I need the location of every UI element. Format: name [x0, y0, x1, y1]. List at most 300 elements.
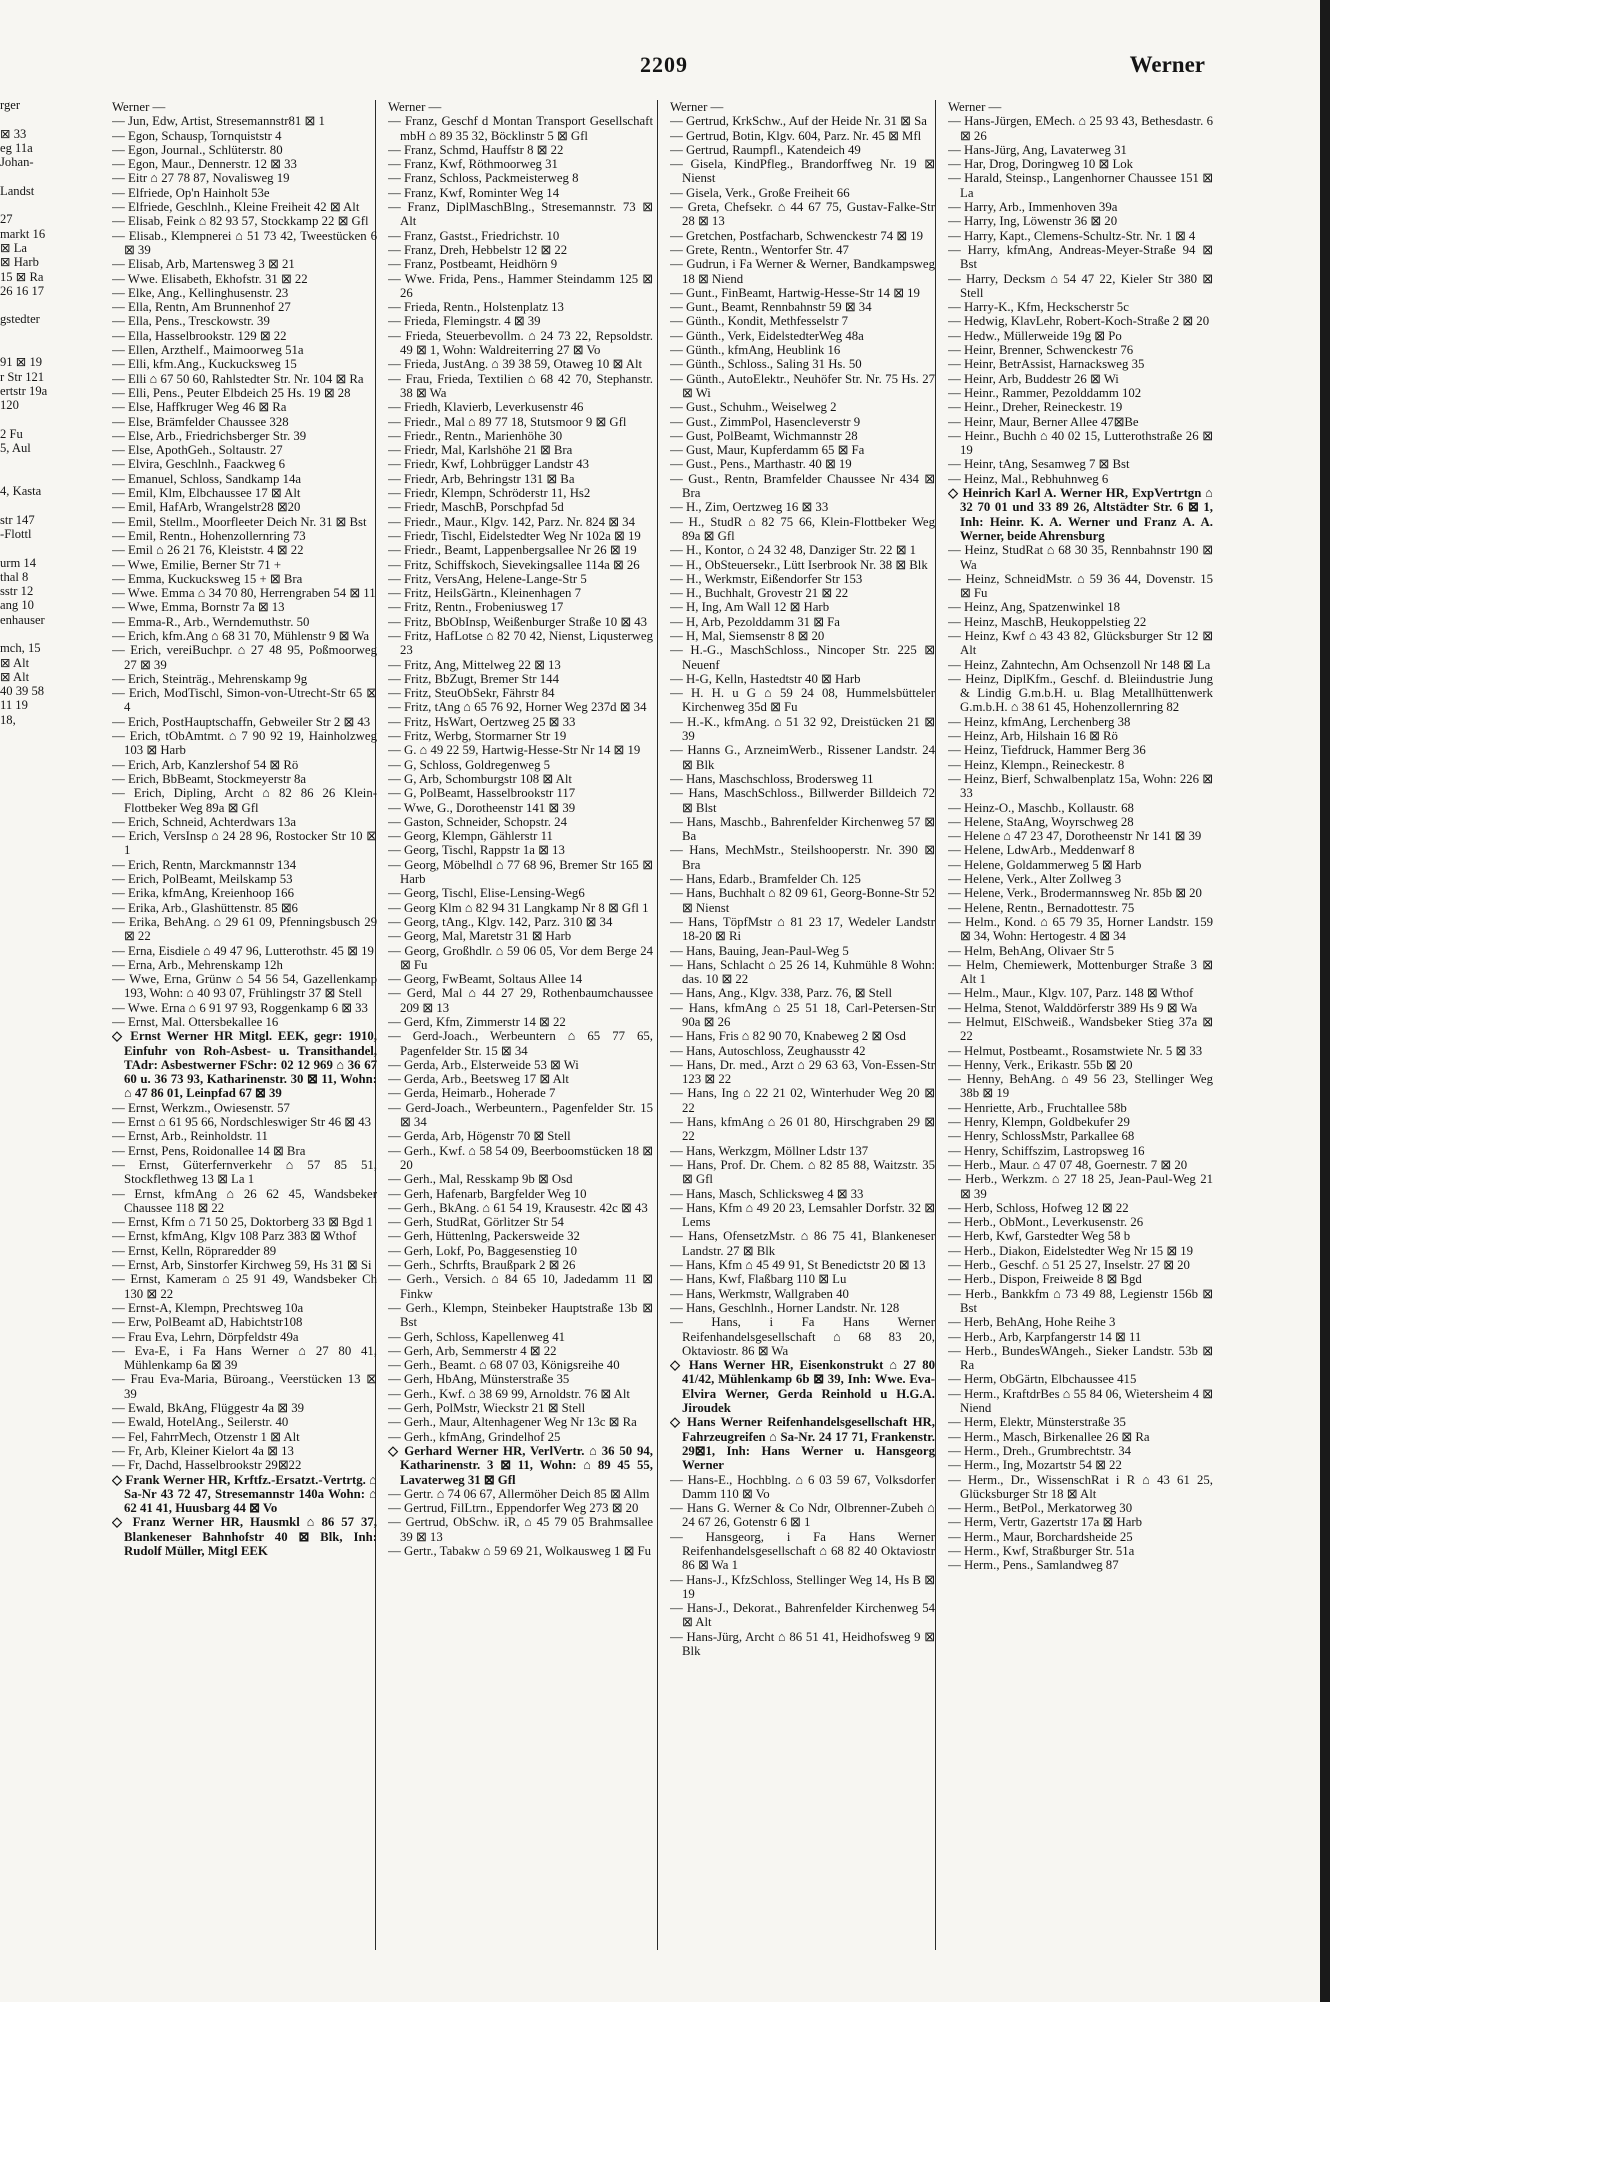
directory-entry: — H., Buchhalt, Grovestr 21 ⊠ 22: [670, 586, 849, 601]
directory-entry: — Hans, Fris ⌂ 82 90 70, Knabeweg 2 ⊠ Osd: [670, 1029, 906, 1044]
directory-entry: — Herb, Schloss, Hofweg 12 ⊠ 22: [948, 1200, 1129, 1215]
cutoff-fragment: ⊠ La: [0, 240, 27, 255]
directory-entry: — Fritz, VersAng, Helene-Lange-Str 5: [388, 571, 587, 586]
directory-entry: — Heinz, Mal., Rebhuhnweg 6: [948, 471, 1109, 486]
directory-entry: — Helene, Goldammerweg 5 ⊠ Harb: [948, 857, 1142, 872]
column-header: Werner —: [112, 100, 166, 114]
directory-entry: — Ellen, Arzthelf., Maimoorweg 51a: [112, 343, 304, 358]
running-head: Werner: [1129, 52, 1205, 77]
directory-entry: — Gust., Pens., Marthastr. 40 ⊠ 19: [670, 457, 852, 472]
directory-entry: — Helmut, ElSchweiß., Wandsbeker Stieg 37a ⊠ 22: [948, 1015, 1213, 1044]
directory-entry: — Fr, Dachd, Hasselbrookstr 29⊠22: [112, 1458, 302, 1473]
directory-entry: — Heinz, SchneidMstr. ⌂ 59 36 44, Dovenstr. 15 ⊠ Fu: [948, 571, 1213, 601]
directory-entry: — Elisab., Klempnerei ⌂ 51 73 42, Tweestücken 6 ⊠ 39: [112, 228, 377, 257]
directory-entry: — Henny, BehAng. ⌂ 49 56 23, Stellinger Weg 38b ⊠ 19: [948, 1072, 1213, 1101]
cutoff-fragment: [0, 112, 48, 126]
directory-entry: — Herm., Dreh., Grumbrechtstr. 34: [948, 1443, 1132, 1458]
directory-entry: — Herm., Ing, Mozartstr 54 ⊠ 22: [948, 1458, 1122, 1473]
directory-entry: — Erika, Arb., Glashüttenstr. 85 ⊠6: [112, 900, 298, 915]
directory-entry: — Gerda, Arb., Elsterweide 53 ⊠ Wi: [388, 1057, 579, 1072]
directory-entry: — H., ObSteuersekr., Lütt Iserbrook Nr. 38 ⊠ Blk: [670, 557, 928, 572]
directory-entry: — Friedr, Mal, Karlshöhe 21 ⊠ Bra: [388, 443, 573, 458]
firm-entry: ◇ Heinrich Karl A. Werner HR, ExpVertrtgn ⌂ 32 70 01 und 33 89 26, Altstädter Str. 6 ⊠ 1, Inh: Heinr. K. A. Werner und Franz A. A. Werner, beide Ahrensburg: [948, 486, 1213, 543]
directory-entry: — Friedr, Kwf, Lohbrügger Landstr 43: [388, 457, 589, 472]
directory-entry: — Hans, kfmAng ⌂ 25 51 18, Carl-Petersen-Str 90a ⊠ 26: [670, 1000, 935, 1029]
directory-entry: — Hans, Schlacht ⌂ 25 26 14, Kuhmühle 8 Wohn: das. 10 ⊠ 22: [670, 957, 935, 987]
directory-entry: — Emil, Klm, Elbchaussee 17 ⊠ Alt: [112, 486, 301, 501]
directory-entry: — Erich, tObAmtmt. ⌂ 7 90 92 19, Hainholzweg 103 ⊠ Harb: [112, 729, 377, 758]
directory-entry: — G, PolBeamt, Hasselbrookstr 117: [388, 786, 576, 801]
directory-entry: — Friedr., Beamt, Lappenbergsallee Nr 26 ⊠ 19: [388, 543, 637, 558]
directory-entry: — Fritz, Schiffskoch, Sievekingsallee 114a ⊠ 26: [388, 557, 640, 572]
directory-entry: — Gerh, Arb, Semmerstr 4 ⊠ 22: [388, 1343, 557, 1358]
directory-entry: — G. ⌂ 49 22 59, Hartwig-Hesse-Str Nr 14 ⊠ 19: [388, 743, 641, 758]
cutoff-fragment: [0, 298, 48, 312]
directory-entry: — Fritz, Werbg, Stormarner Str 19: [388, 729, 567, 744]
directory-entry: — Hans, Edarb., Bramfelder Ch. 125: [670, 872, 861, 887]
directory-entry: — Gerh., Kwf. ⌂ 58 54 09, Beerboomstücken 18 ⊠ 20: [388, 1143, 653, 1172]
cutoff-fragment: [0, 169, 48, 183]
directory-entry: — Gerh, PolMstr, Wieckstr 21 ⊠ Stell: [388, 1401, 586, 1416]
directory-entry: — Heinz, kfmAng, Lerchenberg 38: [948, 714, 1131, 729]
cutoff-fragment: [0, 627, 48, 641]
directory-entry: — Gertrud, KrkSchw., Auf der Heide Nr. 31 ⊠ Sa: [670, 114, 927, 129]
cutoff-fragment: rger: [0, 98, 21, 112]
cutoff-fragment: r Str 121: [0, 369, 45, 384]
directory-entry: — Wwe, Emilie, Berner Str 71 +: [112, 557, 282, 572]
directory-entry: — Hans, Werkmstr, Wallgraben 40: [670, 1286, 849, 1301]
cutoff-fragment: ertstr 19a: [0, 383, 48, 398]
directory-entry: — Elisab, Arb, Martensweg 3 ⊠ 21: [112, 257, 295, 272]
directory-entry: — Ernst, Arb., Reinholdstr. 11: [112, 1129, 268, 1144]
directory-entry: — Günth., Kondit, Methfesselstr 7: [670, 314, 849, 329]
directory-entry: — Fr, Arb, Kleiner Kielort 4a ⊠ 13: [112, 1443, 294, 1458]
directory-entry: — Gerh, HbAng, Münsterstraße 35: [388, 1372, 570, 1387]
directory-entry: — Hans-Jürg, Archt ⌂ 86 51 41, Heidhofsweg 9 ⊠ Blk: [670, 1629, 935, 1659]
directory-entry: — Hans-E., Hochblng. ⌂ 6 03 59 67, Volksdorfer Damm 110 ⊠ Vo: [670, 1472, 935, 1501]
directory-entry: — Ernst, Pens, Roidonallee 14 ⊠ Bra: [112, 1143, 306, 1158]
cutoff-fragment: [0, 341, 48, 355]
directory-entry: — Harald, Steinsp., Langenhorner Chaussee 151 ⊠ La: [948, 171, 1213, 200]
directory-entry: — Georg, Tischl, Rappstr 1a ⊠ 13: [388, 843, 565, 858]
directory-entry: — Ewald, BkAng, Flüggestr 4a ⊠ 39: [112, 1401, 304, 1416]
directory-entry: — Georg, Klempn, Gählerstr 11: [388, 829, 553, 844]
directory-entry: — Helm, Chemiewerk, Mottenburger Straße 3 ⊠ Alt 1: [948, 957, 1213, 987]
directory-entry: — Heinz, Arb, Hilshain 16 ⊠ Rö: [948, 729, 1118, 744]
directory-entry: — Hanns G., ArzneimWerb., Rissener Landstr. 24 ⊠ Blk: [670, 743, 935, 772]
directory-entry: — Heinz, Klempn., Reineckestr. 8: [948, 757, 1125, 772]
directory-entry: — Elli, kfm.Ang., Kuckucksweg 15: [112, 357, 297, 372]
directory-entry: — Else, Arb., Friedrichsberger Str. 39: [112, 428, 307, 443]
directory-entry: — Herb., Diakon, Eidelstedter Weg Nr 15 ⊠ 19: [948, 1243, 1194, 1258]
cutoff-fragment: Landst: [0, 183, 35, 198]
directory-entry: — Harry, Ing, Löwenstr 36 ⊠ 20: [948, 214, 1118, 229]
directory-entry: — Erna, Eisdiele ⌂ 49 47 96, Luttеrothstr. 45 ⊠ 19: [112, 943, 374, 958]
directory-entry: — Gerd, Mal ⌂ 44 27 29, Rothenbaumchaussee 209 ⊠ 13: [388, 986, 653, 1015]
directory-entry: — Herb., Werkzm. ⌂ 27 18 25, Jean-Paul-Weg 21 ⊠ 39: [948, 1172, 1213, 1201]
directory-entry: — Heinz, StudRat ⌂ 68 30 35, Rennbahnstr 190 ⊠ Wa: [948, 543, 1213, 572]
directory-entry: — Ernst, Mal. Ottersbekallee 16: [112, 1015, 279, 1029]
directory-entry: — Greta, Chefsekr. ⌂ 44 67 75, Gustav-Falke-Str 28 ⊠ 13: [670, 200, 935, 229]
directory-entry: — Gerda, Arb, Högenstr 70 ⊠ Stell: [388, 1129, 571, 1144]
directory-entry: — Günth., Schloss., Saling 31 Hs. 50: [670, 357, 862, 372]
cutoff-fragment: [0, 413, 48, 427]
directory-entry: — Helm., Kond. ⌂ 65 79 35, Horner Landstr. 159 ⊠ 34, Wohn: Hertogestr. 4 ⊠ 34: [948, 914, 1213, 944]
cutoff-fragment: [0, 541, 48, 555]
directory-entry: — Hans, Buchhalt ⌂ 82 09 61, Georg-Bonne-Str 52 ⊠ Nienst: [670, 886, 935, 915]
directory-entry: — Erich, Dipling, Archt ⌂ 82 86 26 Klein-Flottbeker Weg 89a ⊠ Gfl: [112, 786, 377, 815]
cutoff-fragment: [0, 498, 48, 512]
directory-entry: — Frieda, Flemingstr. 4 ⊠ 39: [388, 314, 541, 329]
directory-entry: — Gerd, Kfm, Zimmerstr 14 ⊠ 22: [388, 1015, 566, 1029]
column-header: Werner —: [670, 100, 724, 114]
directory-entry: — Harry, Arb., Immenhoven 39a: [948, 200, 1118, 215]
directory-entry: — Wwe. Frida, Pens., Hammer Steindamm 125 ⊠ 26: [388, 271, 653, 300]
directory-entry: — Ernst, Güterfernverkehr ⌂ 57 85 51, Stockflethweg 13 ⊠ La 1: [112, 1157, 377, 1187]
directory-entry: — Erich, vereiBuchpr. ⌂ 27 48 95, Poßmoorweg 27 ⊠ 39: [112, 643, 377, 672]
directory-entry: — Ernst, Kameram ⌂ 25 91 49, Wandsbeker Ch 130 ⊠ 22: [112, 1272, 377, 1301]
directory-entry: — Friedr, Klempn, Schröderstr 11, Hs2: [388, 486, 591, 501]
directory-entry: — Elfriede, Op'n Hainholt 53e: [112, 185, 270, 200]
directory-entry: — Heinz, Zahntechn, Am Ochsenzoll Nr 148 ⊠ La: [948, 657, 1211, 672]
directory-entry: — Herm., BetPol., Merkatorweg 30: [948, 1501, 1133, 1516]
directory-entry: — Frieda, Steuerbevollm. ⌂ 24 73 22, Repsoldstr. 49 ⊠ 1, Wohn: Waldreiterring 27 ⊠ Vo: [388, 328, 653, 358]
directory-entry: — Heinr, BetrAssist, Harnacksweg 35: [948, 357, 1145, 372]
directory-entry: — Herb, BehAng, Hohe Reihe 3: [948, 1315, 1116, 1330]
page-binding-edge: [1320, 0, 1330, 2002]
directory-entry: — Hans, MechMstr., Steilshooperstr. Nr. 390 ⊠ Bra: [670, 843, 935, 872]
directory-entry: — Gust., Rentn, Bramfelder Chaussee Nr 434 ⊠ Bra: [670, 471, 935, 501]
directory-entry: — Erich, ModTischl, Simon-von-Utrecht-Str 65 ⊠ 4: [112, 686, 377, 715]
directory-entry: — Georg, FwBeamt, Soltaus Allee 14: [388, 972, 583, 987]
directory-entry: — Gerh., Beamt. ⌂ 68 07 03, Königsreihe 40: [388, 1358, 620, 1373]
directory-entry: — Hans, Maschb., Bahrenfelder Kirchenweg 57 ⊠ Ba: [670, 814, 935, 844]
directory-entry: — Hans, MaschSchloss., Billwerder Billdeich 72 ⊠ Blst: [670, 786, 935, 815]
directory-entry: — H.-K., kfmAng. ⌂ 51 32 92, Dreistücken 21 ⊠ 39: [670, 714, 935, 744]
cutoff-fragment: gstedter: [0, 312, 40, 327]
cutoff-fragment: ⊠ Alt: [0, 669, 30, 684]
column-rule: [935, 100, 936, 1950]
directory-entry: — Elli, Pens., Peuter Elbdeich 25 Hs. 19 ⊠ 28: [112, 385, 351, 400]
directory-entry: — Erw, PolBeamt aD, Habichtstr108: [112, 1315, 303, 1330]
directory-entry: — Else, ApothGeh., Soltaustr. 27: [112, 443, 283, 458]
directory-entry: — H. H. u G ⌂ 59 24 08, Hummelsbütteler Kirchenweg 35d ⊠ Fu: [670, 686, 935, 715]
cutoff-fragment: [0, 470, 48, 484]
directory-entry: — Eva-E, i Fa Hans Werner ⌂ 27 80 41, Mühlenkamp 6a ⊠ 39: [112, 1343, 377, 1373]
directory-entry: — Heinz, Kwf ⌂ 43 43 82, Glücksburger Str 12 ⊠ Alt: [948, 628, 1213, 658]
directory-entry: — H., StudR ⌂ 82 75 66, Klein-Flottbeker Weg 89a ⊠ Gfl: [670, 514, 935, 543]
directory-entry: — Heinr., Dreher, Reineckestr. 19: [948, 400, 1123, 415]
directory-entry: — Erich, PolBeamt, Meilskamp 53: [112, 872, 293, 887]
firm-entry: ◇ Hans Werner Reifenhandelsgesellschaft HR, Fahrzeugreifen ⌂ Sa-Nr. 24 17 71, Frankenstr. 29⊠1, Inh: Hans Werner u. Hansgeorg Werner: [670, 1415, 935, 1473]
directory-entry: — Hans, Ing ⌂ 22 21 02, Winterhuder Weg 20 ⊠ 22: [670, 1086, 935, 1115]
directory-entry: — Friedr, Tischl, Eidelstedter Weg Nr 102a ⊠ 19: [388, 528, 641, 543]
directory-entry: — Gerh., Maur, Altenhagener Weg Nr 13c ⊠ Ra: [388, 1415, 637, 1430]
directory-entry: — Harry, kfmAng, Andreas-Meyer-Straße 94 ⊠ Bst: [948, 242, 1213, 272]
directory-entry: — Gerh., BkAng. ⌂ 61 54 19, Krausestr. 42c ⊠ 43: [388, 1200, 648, 1215]
directory-entry: — Gust., ZimmPol, Hasencleverstr 9: [670, 414, 861, 429]
directory-entry: — Ella, Hasselbrookstr. 129 ⊠ 22: [112, 328, 287, 343]
directory-entry: — Herm., Masch, Birkenallee 26 ⊠ Ra: [948, 1429, 1150, 1444]
directory-entry: — Fritz, Rentn., Frobeniusweg 17: [388, 600, 564, 615]
directory-entry: — Fritz, BbObInsp, Weißenburger Straße 10 ⊠ 43: [388, 614, 648, 629]
directory-entry: — Franz, Gastst., Friedrichstr. 10: [388, 228, 560, 243]
cutoff-fragment: ⊠ Alt: [0, 655, 30, 670]
directory-entry: — Gerda, Heimarb., Hoherade 7: [388, 1086, 556, 1101]
cutoff-fragment: str 147: [0, 512, 35, 527]
directory-entry: — Jun, Edw, Artist, Stresemannstr81 ⊠ 1: [112, 114, 325, 129]
directory-entry: — Herm., KraftdrBes ⌂ 55 84 06, Wietersheim 4 ⊠ Niend: [948, 1386, 1213, 1416]
directory-entry: — Herb., Arb, Karpfangerstr 14 ⊠ 11: [948, 1329, 1142, 1344]
directory-entry: — Ewald, HotelAng., Seilerstr. 40: [112, 1415, 289, 1430]
directory-entry: — Else, Haffkruger Weg 46 ⊠ Ra: [112, 400, 287, 415]
directory-entry: — Hedwig, KlavLehr, Robert-Koch-Straße 2 ⊠ 20: [948, 314, 1210, 329]
directory-entry: — Gretchen, Postfacharb, Schwenckestr 74 ⊠ 19: [670, 228, 924, 243]
cutoff-fragment: mch, 15: [0, 641, 41, 656]
directory-entry: — Gerd-Joach., Werbeuntern ⌂ 65 77 65, Pagenfelder Str. 15 ⊠ 34: [388, 1029, 653, 1058]
directory-entry: — Gerh., Schrfts, Braußpark 2 ⊠ 26: [388, 1258, 576, 1273]
directory-entry: — Helene ⌂ 47 23 47, Dorotheenstr Nr 141 ⊠ 39: [948, 829, 1202, 844]
directory-entry: — Georg Klm ⌂ 82 94 31 Langkamp Nr 8 ⊠ Gfl 1: [388, 900, 649, 915]
cutoff-fragment: urm 14: [0, 555, 37, 570]
directory-entry: — Erich, PostHauptschaffn, Gebweiler Str 2 ⊠ 43: [112, 714, 371, 729]
directory-entry: — Fritz, HafLotse ⌂ 82 70 42, Nienst, Liqusterweg 23: [388, 628, 653, 658]
cutoff-fragment: enhauser: [0, 612, 45, 627]
cutoff-fragment: thal 8: [0, 569, 29, 584]
directory-entry: — Henry, SchlossMstr, Parkallee 68: [948, 1129, 1135, 1144]
directory-entry: — Gisela, KindPfleg., Brandorffweg Nr. 19 ⊠ Nienst: [670, 157, 935, 186]
directory-entry: — G, Arb, Schomburgstr 108 ⊠ Alt: [388, 771, 572, 786]
cutoff-fragment: 2 Fu: [0, 426, 23, 441]
directory-entry: — Herm., Maur, Borchardsheide 25: [948, 1529, 1133, 1544]
directory-entry: — Ella, Rentn, Am Brunnenhof 27: [112, 300, 291, 315]
directory-entry: — Gerh., Kwf. ⌂ 38 69 99, Arnoldstr. 76 ⊠ Alt: [388, 1386, 630, 1401]
directory-entry: — Georg, Möbelhdl ⌂ 77 68 96, Bremer Str 165 ⊠ Harb: [388, 857, 653, 887]
cutoff-fragment: 4, Kasta: [0, 484, 42, 499]
directory-entry: — Hedw., Müllerweide 19g ⊠ Po: [948, 328, 1122, 343]
directory-entry: — Elfriede, Geschlnh., Kleine Freiheit 42 ⊠ Alt: [112, 200, 360, 215]
directory-entry: — Wwe, Emma, Bornstr 7a ⊠ 13: [112, 600, 285, 615]
column-header: Werner —: [948, 100, 1002, 114]
directory-entry: — Gerh., kfmAng, Grindelhof 25: [388, 1429, 561, 1444]
directory-entry: — Gertrud, Botin, Klgv. 604, Parz. Nr. 45 ⊠ Mfl: [670, 128, 922, 143]
directory-column-2: [388, 100, 653, 1558]
column-header: Werner —: [388, 100, 442, 114]
cutoff-fragment: -Flottl: [0, 526, 32, 541]
directory-entry: — Elke, Ang., Kellinghusenstr. 23: [112, 285, 289, 300]
directory-entry: — Heinz, DiplKfm., Geschf. d. Bleiindustrie Jung & Lindig G.m.b.H. u. Blag Metallhüttenwerk G.m.b.H. ⌂ 38 61 45, Hohenzollernring 82: [948, 671, 1213, 715]
directory-entry: — Gertr. ⌂ 74 06 67, Allermöher Deich 85 ⊠ Allm: [388, 1486, 650, 1501]
directory-entry: — Herm, Vertr, Gazertstr 17a ⊠ Harb: [948, 1515, 1143, 1530]
directory-entry: — Fritz, Ang, Mittelweg 22 ⊠ 13: [388, 657, 561, 672]
directory-entry: — Herm., Pens., Samlandweg 87: [948, 1558, 1119, 1573]
directory-entry: — Hans, kfmAng ⌂ 26 01 80, Hirschgraben 29 ⊠ 22: [670, 1115, 935, 1144]
directory-entry: — Egon, Schausp, Tornquiststr 4: [112, 128, 282, 143]
directory-entry: — H, Arb, Pezolddamm 31 ⊠ Fa: [670, 614, 840, 629]
directory-entry: — Wwe, G., Dorotheenstr 141 ⊠ 39: [388, 800, 576, 815]
directory-entry: — Gust, PolBeamt, Wichmannstr 28: [670, 428, 858, 443]
directory-entry: — Herb., ObMont., Leverkusenstr. 26: [948, 1215, 1144, 1230]
directory-column-3: [670, 100, 935, 1658]
firm-entry: ◇ Hans Werner HR, Eisenkonstrukt ⌂ 27 80 41/42, Mühlenkamp 6b ⊠ 39, Inh: Wwe. Eva-Elvira Werner, Gerda Reinhold u H.G.A. Jiroudek: [670, 1358, 935, 1416]
directory-entry: — Franz, Dreh, Hebbelstr 12 ⊠ 22: [388, 242, 568, 257]
directory-entry: — Hans, Prof. Dr. Chem. ⌂ 82 85 88, Waitzstr. 35 ⊠ Gfl: [670, 1157, 935, 1187]
directory-entry: — Gertrud, Raumpfl., Katendeich 49: [670, 142, 861, 157]
directory-entry: — Hans-Jürg, Ang, Lavaterweg 31: [948, 142, 1127, 157]
directory-entry: — Emma, Kuckucksweg 15 + ⊠ Bra: [112, 571, 303, 586]
directory-entry: — Helm, BehAng, Olivaer Str 5: [948, 943, 1114, 958]
cutoff-fragment: [0, 327, 48, 341]
directory-entry: — Emil ⌂ 26 21 76, Kleiststr. 4 ⊠ 22: [112, 543, 304, 558]
directory-entry: — Georg, Tischl, Elise-Lensing-Weg6: [388, 886, 585, 901]
directory-entry: — Erika, BehAng. ⌂ 29 61 09, Pfenningsbusch 29 ⊠ 22: [112, 914, 377, 944]
directory-entry: — Heinr, Maur, Berner Allee 47⊠Be: [948, 414, 1139, 429]
directory-entry: — Fritz, HeilsGärtn., Kleinenhagen 7: [388, 586, 581, 601]
directory-entry: — Franz, Kwf, Röthmoorweg 31: [388, 157, 558, 172]
directory-entry: — Hans, Maschschloss, Brodersweg 11: [670, 771, 874, 786]
directory-entry: — Gerh., Versich. ⌂ 84 65 10, Jadedamm 11 ⊠ Finkw: [388, 1272, 653, 1301]
directory-entry: — Georg, Großhdlr. ⌂ 59 06 05, Vor dem Berge 24 ⊠ Fu: [388, 943, 653, 972]
directory-entry: — Herm, ObGärtn, Elbchaussee 415: [948, 1372, 1137, 1387]
directory-entry: — Grete, Rentn., Wentorfer Str. 47: [670, 242, 849, 257]
directory-entry: — Harry-K., Kfm, Heckscherstr 5c: [948, 300, 1129, 315]
directory-entry: — Gertrud, ObSchw. iR, ⌂ 45 79 05 Brahmsallee 39 ⊠ 13: [388, 1515, 653, 1544]
directory-entry: — Gerh., Klempn, Steinbeker Hauptstraße 13b ⊠ Bst: [388, 1300, 653, 1330]
directory-entry: — Ella, Pens., Tresckowstr. 39: [112, 314, 270, 329]
directory-entry: — Fritz, BbZugt, Bremer Str 144: [388, 671, 559, 686]
directory-entry: — Frau Eva-Maria, Büroang., Veerstücken 13 ⊠ 39: [112, 1372, 377, 1401]
directory-entry: — Gust., Schuhm., Weiselweg 2: [670, 400, 837, 415]
directory-entry: — Gunt., Beamt, Rennbahnstr 59 ⊠ 34: [670, 300, 872, 315]
directory-entry: — Friedr., Rentn., Marienhöhe 30: [388, 428, 563, 443]
directory-entry: — Henry, Klempn, Goldbekufer 29: [948, 1115, 1130, 1130]
cutoff-fragment: ang 10: [0, 598, 34, 613]
directory-column-1: [112, 100, 377, 1558]
cutoff-fragment: 11 19: [0, 698, 28, 713]
directory-entry: — Georg, tAng., Klgv. 142, Parz. 310 ⊠ 34: [388, 914, 613, 929]
directory-entry: — Elisab, Feink ⌂ 82 93 57, Stockkamp 22 ⊠ Gfl: [112, 214, 369, 229]
directory-entry: — Emil, Rentn., Hohenzollernring 73: [112, 528, 306, 543]
directory-entry: — Helmut, Postbeamt., Rosamstwiete Nr. 5 ⊠ 33: [948, 1043, 1203, 1058]
directory-entry: — Hans, Dr. med., Arzt ⌂ 29 63 63, Von-Essen-Str 123 ⊠ 22: [670, 1057, 935, 1087]
directory-entry: — H, Mal, Siemsenstr 8 ⊠ 20: [670, 628, 825, 643]
cutoff-fragment: 40 39 58: [0, 684, 45, 699]
directory-entry: — Heinr., Buchh ⌂ 40 02 15, Lutterothstraße 26 ⊠ 19: [948, 428, 1213, 458]
cutoff-fragment: [0, 198, 48, 212]
directory-entry: — Helene, Rentn., Bernadottestr. 75: [948, 900, 1135, 915]
directory-entry: — Günth., kfmAng, Heublink 16: [670, 343, 841, 358]
directory-entry: — Gerh, Hüttenlng, Packersweide 32: [388, 1229, 580, 1244]
directory-entry: — Har, Drog, Doringweg 10 ⊠ Lok: [948, 157, 1134, 172]
directory-entry: — Gerda, Arb., Beetsweg 17 ⊠ Alt: [388, 1072, 569, 1087]
page-header: [120, 50, 1205, 90]
directory-entry: — Fel, FahrrMech, Otzenstr 1 ⊠ Alt: [112, 1429, 300, 1444]
directory-entry: — Günth., AutoElektr., Neuhöfer Str. Nr. 75 Hs. 27 ⊠ Wi: [670, 371, 935, 400]
directory-entry: — Else, Brämfelder Chaussee 328: [112, 414, 289, 429]
directory-entry: — Franz, DiplMaschBlng., Stresemannstr. 73 ⊠ Alt: [388, 200, 653, 229]
cutoff-fragment: markt 16: [0, 226, 46, 241]
directory-entry: — Helm., Maur., Klgv. 107, Parz. 148 ⊠ Wthof: [948, 986, 1194, 1001]
directory-entry: — Erich, BbBeamt, Stockmeyerstr 8a: [112, 771, 307, 786]
directory-entry: — Frau, Frieda, Textilien ⌂ 68 42 70, Stephanstr. 38 ⊠ Wa: [388, 371, 653, 400]
directory-entry: — Erich, VersInsp ⌂ 24 28 96, Rostocker Str 10 ⊠ 1: [112, 829, 377, 858]
directory-entry: — Helene, Verk., Alter Zollweg 3: [948, 872, 1122, 887]
directory-entry: — Ernst, Kelln, Röpraredder 89: [112, 1243, 277, 1258]
directory-entry: — Ernst, kfmAng, Klgv 108 Parz 383 ⊠ Wthof: [112, 1229, 357, 1244]
directory-entry: — Erich, kfm.Ang ⌂ 68 31 70, Mühlenstr 9 ⊠ Wa: [112, 628, 370, 643]
directory-entry: — Herb, Kwf, Garstedter Weg 58 b: [948, 1229, 1131, 1244]
directory-entry: — Eitr ⌂ 27 78 87, Novalisweg 19: [112, 171, 290, 186]
directory-entry: — Helene, LdwArb., Meddenwarf 8: [948, 843, 1135, 858]
directory-entry: — Emanuel, Schloss, Sandkamp 14a: [112, 471, 302, 486]
page-number: 2209: [640, 52, 688, 77]
cutoff-fragment: Johan-: [0, 155, 34, 170]
directory-entry: — Erich, Arb, Kanzlershof 54 ⊠ Rö: [112, 757, 299, 772]
cutoff-fragment: 15 ⊠ Ra: [0, 269, 44, 284]
directory-entry: — Heinz, Bierf, Schwalbenplatz 15a, Wohn: 226 ⊠ 33: [948, 771, 1213, 801]
directory-entry: — Heinz, Tiefdruck, Hammer Berg 36: [948, 743, 1146, 758]
directory-entry: — Erich, Schneid, Achterdwars 13a: [112, 814, 297, 829]
directory-entry: — Frieda, JustAng. ⌂ 39 38 59, Otaweg 10 ⊠ Alt: [388, 357, 643, 372]
directory-entry: — Fritz, SteuObSekr, Fährstr 84: [388, 686, 555, 701]
directory-entry: — Heinr., Rammer, Pezolddamm 102: [948, 385, 1142, 400]
directory-entry: — Gerh, StudRat, Görlitzer Str 54: [388, 1215, 564, 1230]
directory-entry: — Herb., Geschf. ⌂ 51 25 27, Inselstr. 27 ⊠ 20: [948, 1258, 1190, 1273]
directory-entry: — Harry, Decksm ⌂ 54 47 22, Kieler Str 380 ⊠ Stell: [948, 271, 1213, 300]
directory-entry: — Gerh., Mal, Resskamp 9b ⊠ Osd: [388, 1172, 573, 1187]
directory-entry: — Hans G. Werner & Co Ndr, Olbrenner-Zubeh ⌂ 24 67 26, Gotenstr 6 ⊠ 1: [670, 1501, 935, 1530]
column-rule: [657, 100, 658, 1950]
directory-entry: — Friedr., Mal ⌂ 89 77 18, Stutsmoor 9 ⊠ Gfl: [388, 414, 627, 429]
directory-entry: — Herb., BundesWAngeh., Sieker Landstr. 53b ⊠ Ra: [948, 1343, 1213, 1373]
directory-entry: — Hans, Masch, Schlicksweg 4 ⊠ 33: [670, 1186, 864, 1201]
directory-entry: — Harry, Kapt., Clemens-Schultz-Str. Nr. 1 ⊠ 4: [948, 228, 1196, 243]
directory-entry: — Franz, Schloss, Packmeisterweg 8: [388, 171, 579, 186]
directory-entry: — Helene, Verk., Brodermannsweg Nr. 85b ⊠ 20: [948, 886, 1202, 901]
cutoff-fragment: 26 16 17: [0, 283, 45, 298]
directory-entry: — G, Schloss, Goldregenweg 5: [388, 757, 551, 772]
directory-entry: — Herm., Kwf, Straßburger Str. 51a: [948, 1543, 1135, 1558]
directory-entry: — Henny, Verk., Erikastr. 55b ⊠ 20: [948, 1057, 1133, 1072]
directory-entry: — Wwe. Erna ⌂ 6 91 97 93, Roggenkamp 6 ⊠ 33: [112, 1000, 368, 1015]
directory-entry: — Emma-R., Arb., Werndemuthstr. 50: [112, 614, 310, 629]
directory-entry: — Gunt., FinBeamt, Hartwig-Hesse-Str 14 ⊠ 19: [670, 285, 920, 300]
cutoff-fragment: 18,: [0, 712, 16, 727]
directory-entry: — Elvira, Geschlnh., Faackweg 6: [112, 457, 286, 472]
directory-entry: — Franz, Kwf, Rominter Weg 14: [388, 185, 560, 200]
cutoff-fragment: sstr 12: [0, 584, 34, 599]
directory-entry: — Frau Eva, Lehrn, Dörpfeldstr 49a: [112, 1329, 299, 1344]
directory-column-4: [948, 100, 1213, 1573]
directory-entry: — H., Zim, Oertzweg 16 ⊠ 33: [670, 500, 829, 515]
cutoff-fragment: 120: [0, 398, 19, 413]
cutoff-fragment: ⊠ Harb: [0, 255, 39, 270]
firm-entry: ◇ Gerhard Werner HR, VerlVertr. ⌂ 36 50 94, Katharinenstr. 3 ⊠ 11, Wohn: ⌂ 89 45 55, Lavaterweg 31 ⊠ Gfl: [388, 1443, 653, 1487]
directory-entry: — H., Kontor, ⌂ 24 32 48, Danziger Str. 22 ⊠ 1: [670, 543, 917, 558]
directory-entry: — Hans, Kfm ⌂ 45 49 91, St Benedictstr 20 ⊠ 13: [670, 1258, 926, 1273]
directory-entry: — Heinr, Brenner, Schwenckestr 76: [948, 343, 1134, 358]
directory-entry: — Hans, Kwf, Flaßbarg 110 ⊠ Lu: [670, 1272, 847, 1287]
directory-entry: — Erich, Steinträg., Mehrenskamp 9g: [112, 671, 308, 686]
directory-entry: — Hans, Bauing, Jean-Paul-Weg 5: [670, 943, 849, 958]
directory-entry: — Hans, Ang., Klgv. 338, Parz. 76, ⊠ Stell: [670, 986, 893, 1001]
directory-entry: — Gerh, Hafenarb, Bargfelder Weg 10: [388, 1186, 587, 1201]
directory-entry: — Henry, Schiffszim, Lastropsweg 16: [948, 1143, 1145, 1158]
directory-entry: — Friedh, Klavierb, Leverkusenstr 46: [388, 400, 584, 415]
directory-entry: — Ernst, Werkzm., Owiesenstr. 57: [112, 1100, 290, 1115]
directory-entry: — Georg, Mal, Maretstr 31 ⊠ Harb: [388, 929, 572, 944]
directory-entry: — Heinz, Ang, Spatzenwinkel 18: [948, 600, 1121, 615]
